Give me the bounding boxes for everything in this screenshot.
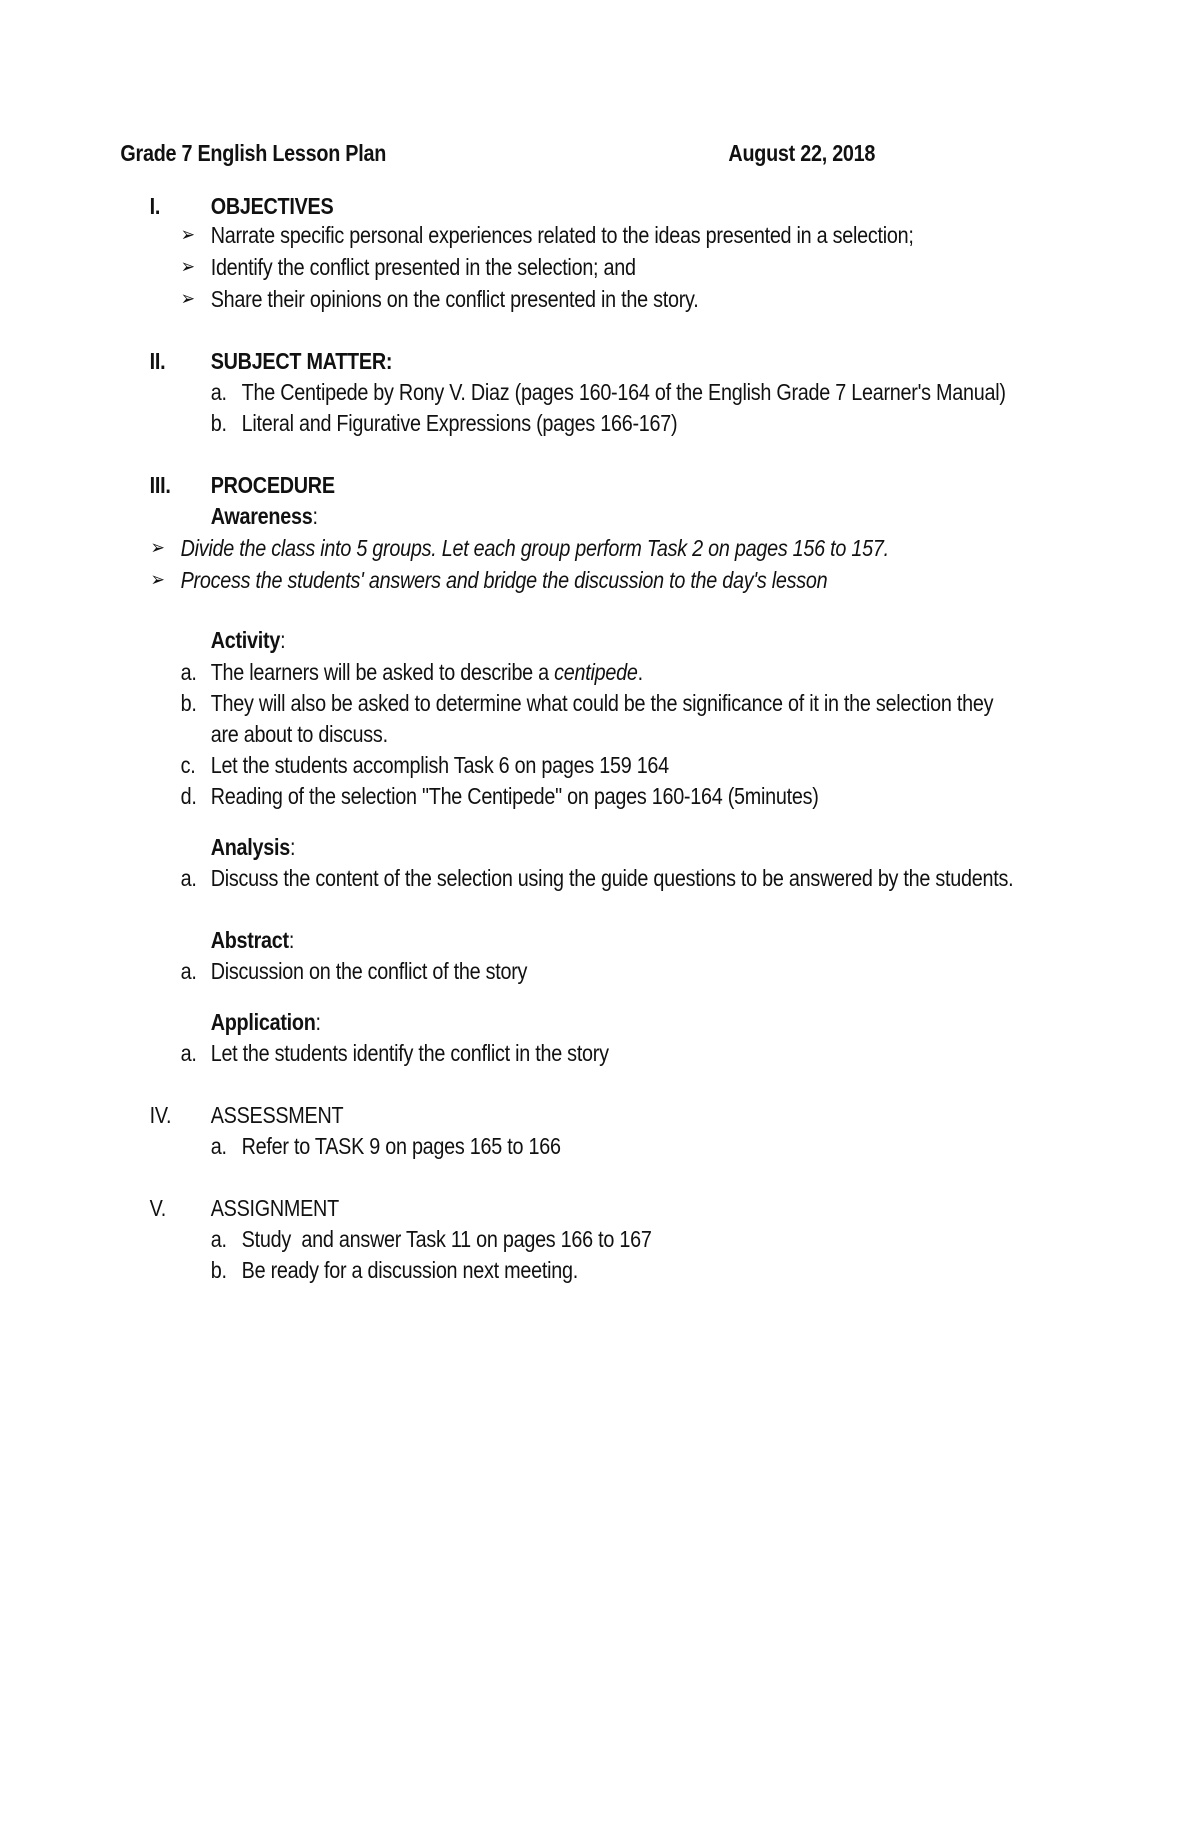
subject-matter-item: Literal and Figurative Expressions (pages 166-167)	[241, 410, 678, 436]
subsection-label: Analysis	[210, 834, 291, 860]
section-numeral-assignment: V.	[149, 1195, 167, 1221]
subsection-abstract	[211, 927, 294, 953]
bullet-arrow-icon: ➢	[150, 535, 165, 559]
list-marker: a.	[210, 379, 227, 405]
section-numeral-procedure: III.	[149, 472, 171, 498]
subsection-colon: :	[312, 503, 318, 529]
application-item: Let the students identify the conflict in the story	[210, 1040, 609, 1066]
objective-item: Share their opinions on the conflict presented in the story.	[210, 286, 699, 312]
assignment-item: Study and answer Task 11 on pages 166 to 167	[241, 1226, 652, 1252]
subsection-label: Application	[210, 1009, 316, 1035]
activity-item: Let the students accomplish Task 6 on pages 159 164	[210, 752, 669, 778]
subsection-colon: :	[280, 627, 286, 653]
section-heading-assignment: ASSIGNMENT	[210, 1195, 339, 1221]
activity-item-emphasis: centipede	[554, 659, 638, 685]
list-marker: b.	[210, 410, 227, 436]
list-marker: c.	[180, 752, 196, 778]
objective-item: Identify the conflict presented in the selection; and	[210, 254, 636, 280]
list-marker: a.	[210, 1226, 227, 1252]
assignment-item: Be ready for a discussion next meeting.	[241, 1257, 578, 1283]
bullet-arrow-icon: ➢	[180, 254, 195, 278]
awareness-item: Process the students' answers and bridge the discussion to the day's lesson	[180, 567, 828, 593]
bullet-arrow-icon: ➢	[180, 286, 195, 310]
activity-item: Reading of the selection "The Centipede" on pages 160-164 (5minutes)	[210, 783, 819, 809]
assessment-item: Refer to TASK 9 on pages 165 to 166	[241, 1133, 561, 1159]
subsection-awareness	[211, 503, 318, 529]
section-numeral-assessment: IV.	[149, 1102, 172, 1128]
document-date: August 22, 2018	[728, 140, 876, 166]
awareness-item: Divide the class into 5 groups. Let each group perform Task 2 on pages 156 to 157.	[180, 535, 889, 561]
objective-item: Narrate specific personal experiences related to the ideas presented in a selection;	[210, 222, 914, 248]
section-heading-procedure: PROCEDURE	[210, 472, 335, 498]
subsection-colon: :	[288, 927, 295, 953]
subsection-colon: :	[290, 834, 296, 860]
subsection-label: Abstract	[210, 927, 289, 953]
section-heading-subject-matter: SUBJECT MATTER:	[210, 348, 393, 374]
list-marker: b.	[180, 690, 197, 716]
subsection-label: Awareness	[210, 503, 313, 529]
list-marker: d.	[180, 783, 197, 809]
list-marker: a.	[180, 865, 197, 891]
subsection-label: Activity	[210, 627, 281, 653]
subsection-application	[211, 1009, 321, 1035]
section-numeral-objectives: I.	[149, 193, 161, 219]
section-heading-objectives: OBJECTIVES	[210, 193, 334, 219]
bullet-arrow-icon: ➢	[150, 567, 165, 591]
list-marker: a.	[180, 1040, 197, 1066]
list-marker: a.	[180, 958, 197, 984]
section-numeral-subject-matter: II.	[149, 348, 166, 374]
list-marker: a.	[210, 1133, 227, 1159]
abstract-item: Discussion on the conflict of the story	[210, 958, 528, 984]
activity-item	[211, 659, 643, 685]
bullet-arrow-icon: ➢	[180, 222, 195, 246]
document-title: Grade 7 English Lesson Plan	[120, 140, 387, 166]
list-marker: b.	[210, 1257, 227, 1283]
subsection-activity	[211, 627, 286, 653]
subject-matter-item: The Centipede by Rony V. Diaz (pages 160-164 of the English Grade 7 Learner's Manual)	[241, 379, 1006, 405]
activity-item-text: The learners will be asked to describe a	[210, 659, 555, 685]
activity-item-continuation: are about to discuss.	[210, 721, 388, 747]
section-heading-assessment: ASSESSMENT	[210, 1102, 344, 1128]
activity-item-text: .	[637, 659, 643, 685]
subsection-analysis	[211, 834, 296, 860]
list-marker: a.	[180, 659, 197, 685]
analysis-item: Discuss the content of the selection using the guide questions to be answered by the students.	[210, 865, 1014, 891]
activity-item: They will also be asked to determine what could be the significance of it in the selection they	[210, 690, 994, 716]
subsection-colon: :	[315, 1009, 321, 1035]
